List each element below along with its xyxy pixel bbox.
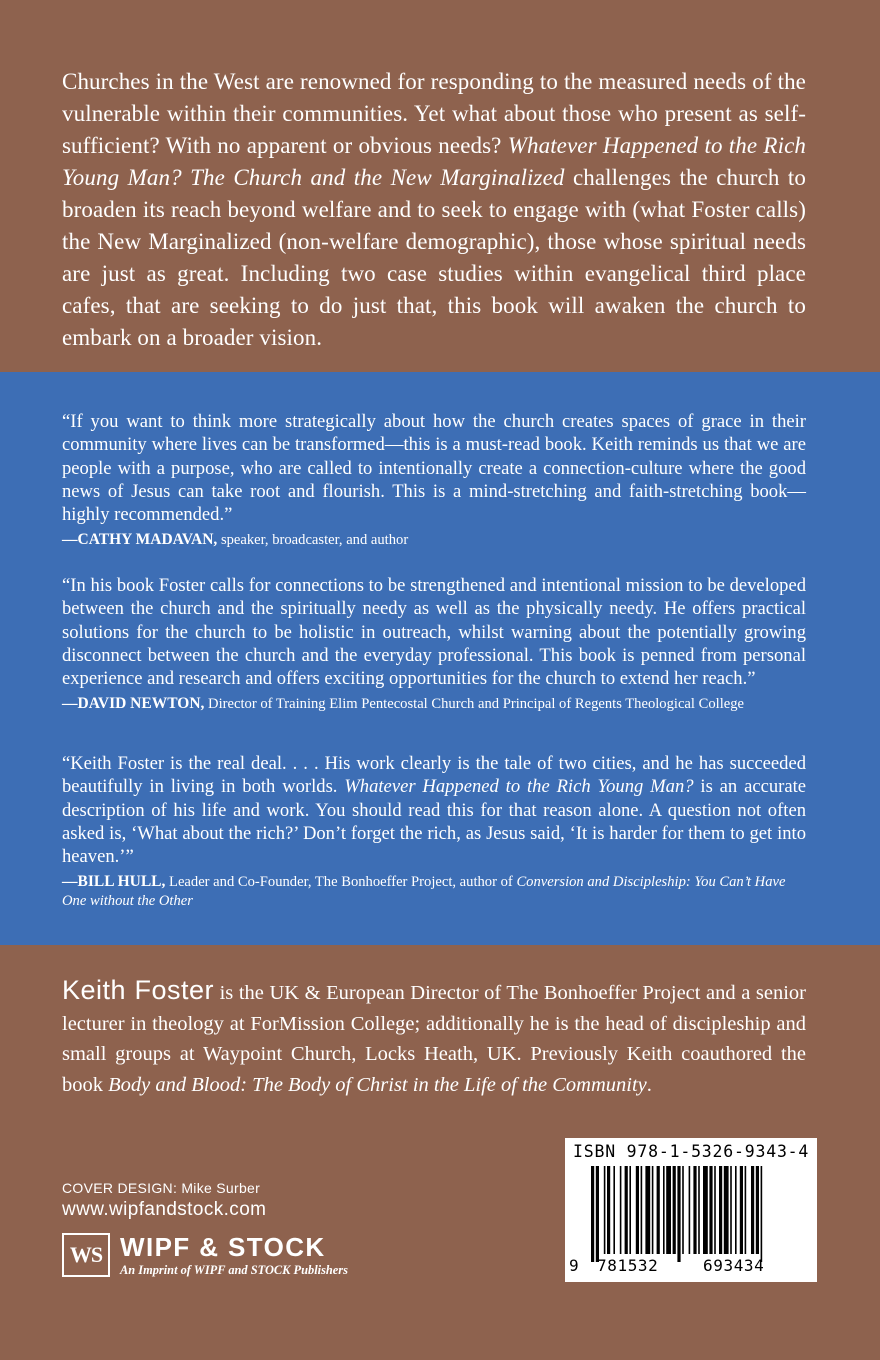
cover-design-credit: COVER DESIGN: Mike Surber: [62, 1180, 261, 1196]
barcode-bar: [761, 1166, 763, 1262]
barcode-bar: [714, 1166, 716, 1254]
description-text: Churches in the West are renowned for responding to the measured needs of the vulnerable within their communities. Yet what about those who present as self-sufficient? With no apparent or obvious needs?: [62, 69, 806, 158]
ws-logo-icon: WS: [62, 1233, 110, 1277]
barcode-bar: [652, 1166, 654, 1254]
barcode-bar: [740, 1166, 743, 1254]
description-section: [0, 0, 880, 372]
barcode-bar: [673, 1166, 676, 1254]
barcode-bar: [596, 1166, 599, 1262]
endorsement-attribution: [62, 530, 806, 550]
endorsement-quote: “If you want to think more strategically about how the church creates spaces of grace in their community where lives can be transformed—this is a must-read book. Keith reminds us that we are people with a purpose, who are called to intentionally create a connection-culture where the good news of Jesus can take root and flourish. This is a mind-stretching and faith-stretching book—highly recommended.”: [62, 411, 806, 526]
description-text-continued: challenges the church to broaden its reach beyond welfare and to seek to engage with (what Foster calls) the New Marginalized (non-welfare demographic), those whose spiritual needs are just as great. Including two case studies within evangelical third place cafes, that are seeking to do just that, this book will awaken the church to embark on a broader vision.: [62, 165, 806, 350]
isbn-barcode: [565, 1138, 817, 1282]
publisher-name: WIPF & STOCK: [120, 1232, 326, 1262]
barcode-bar: [730, 1166, 732, 1254]
barcode-bar: [591, 1166, 594, 1262]
barcode-bar: [666, 1166, 671, 1254]
barcode-bar: [756, 1166, 759, 1254]
publisher-imprint: An Imprint of WIPF and STOCK Publishers: [120, 1263, 348, 1277]
author-name: Keith Foster: [62, 975, 215, 1005]
barcode-bar: [698, 1166, 700, 1254]
barcode-bar: [719, 1166, 722, 1254]
endorser-role: speaker, broadcaster, and author: [217, 532, 409, 549]
book-description: [62, 66, 806, 354]
endorsement-attribution: [62, 872, 806, 911]
barcode-bar: [625, 1166, 628, 1254]
quote-text: “Keith Foster is the real deal. . . . His work clearly is the tale of two cities, and he has succeeded beautifully in living in both worlds.: [62, 753, 806, 798]
barcode-bar: [709, 1166, 712, 1254]
barcode-bar: [613, 1166, 615, 1254]
isbn-label: ISBN 978-1-5326-9343-4: [573, 1142, 810, 1161]
barcode-bar: [629, 1166, 631, 1254]
endorser-name: —BILL HULL,: [62, 873, 166, 891]
barcode-bar: [645, 1166, 650, 1254]
barcode-bar: [745, 1166, 747, 1254]
endorser-role: Director of Training Elim Pentecostal Church and Principal of Regents Theological College: [204, 696, 744, 713]
endorser-name: —CATHY MADAVAN,: [62, 531, 218, 549]
barcode-right-digits: 693434: [703, 1256, 765, 1275]
barcode-bar: [663, 1166, 665, 1254]
endorser-book-title: Conversion and Discipleship: You Can’t Have One without the Other: [62, 874, 786, 910]
barcode-bar: [689, 1166, 691, 1254]
barcode-bar: [751, 1166, 754, 1254]
endorsement-newton: [62, 574, 806, 714]
barcode-bar: [641, 1166, 643, 1254]
barcode-bar: [703, 1166, 708, 1254]
endorsement-quote: “In his book Foster calls for connections to be strengthened and intentional mission to be developed between the church and the spiritually needy as well as the physically needy. He offers practical solutions for the church to be holistic in outreach, whilst warning about the potentially growing disconnect between the church and the everyday professional. This book is penned from personal experience and research and offers exciting opportunities for the church to extend her reach.”: [62, 575, 806, 690]
book-title-italic: Whatever Happened to the Rich Young Man? The Church and the New Marginalized: [62, 133, 806, 190]
barcode-first-digit: 9: [569, 1256, 580, 1275]
bio-end: .: [646, 1073, 652, 1096]
barcode-bar: [735, 1166, 737, 1254]
barcode-bar: [657, 1166, 660, 1254]
barcode-bar: [693, 1166, 696, 1254]
barcode-left-digits: 781532: [597, 1256, 659, 1275]
endorser-name: —DAVID NEWTON,: [62, 695, 205, 713]
barcode-bar: [724, 1166, 729, 1254]
barcode-bar: [604, 1166, 606, 1254]
endorsement-attribution: [62, 694, 806, 714]
endorsement-hull: [62, 752, 806, 911]
barcode-bar: [620, 1166, 622, 1254]
endorser-role: Leader and Co-Founder, The Bonhoeffer Project, author of: [165, 874, 517, 891]
bio-book-title: Body and Blood: The Body of Christ in the Life of the Community: [108, 1073, 647, 1096]
publisher-website: www.wipfandstock.com: [62, 1199, 267, 1220]
quote-book-title: Whatever Happened to the Rich Young Man?: [344, 776, 694, 798]
endorsement-madavan: [62, 410, 806, 550]
barcode-bar: [682, 1166, 684, 1254]
endorsement-quote: [62, 752, 806, 868]
endorsements-panel: [0, 372, 880, 945]
barcode-bar: [607, 1166, 610, 1254]
barcode-bar: [636, 1166, 639, 1254]
bio-text: is the UK & European Director of The Bonhoeffer Project and a senior lecturer in theology at ForMission College; additionally he is the head of discipleship and small groups at Waypoint Church, Locks Heath, UK. Previously Keith coauthored the book: [62, 982, 806, 1096]
barcode-bar: [677, 1166, 680, 1262]
quote-text-continued: is an accurate description of his life and work. You should read this for that reason alone. A question not often asked is, ‘What about the rich?’ Don’t forget the rich, as Jesus said, ‘It is harder for them to get into heaven.’”: [62, 776, 806, 868]
author-bio: [62, 975, 806, 1100]
